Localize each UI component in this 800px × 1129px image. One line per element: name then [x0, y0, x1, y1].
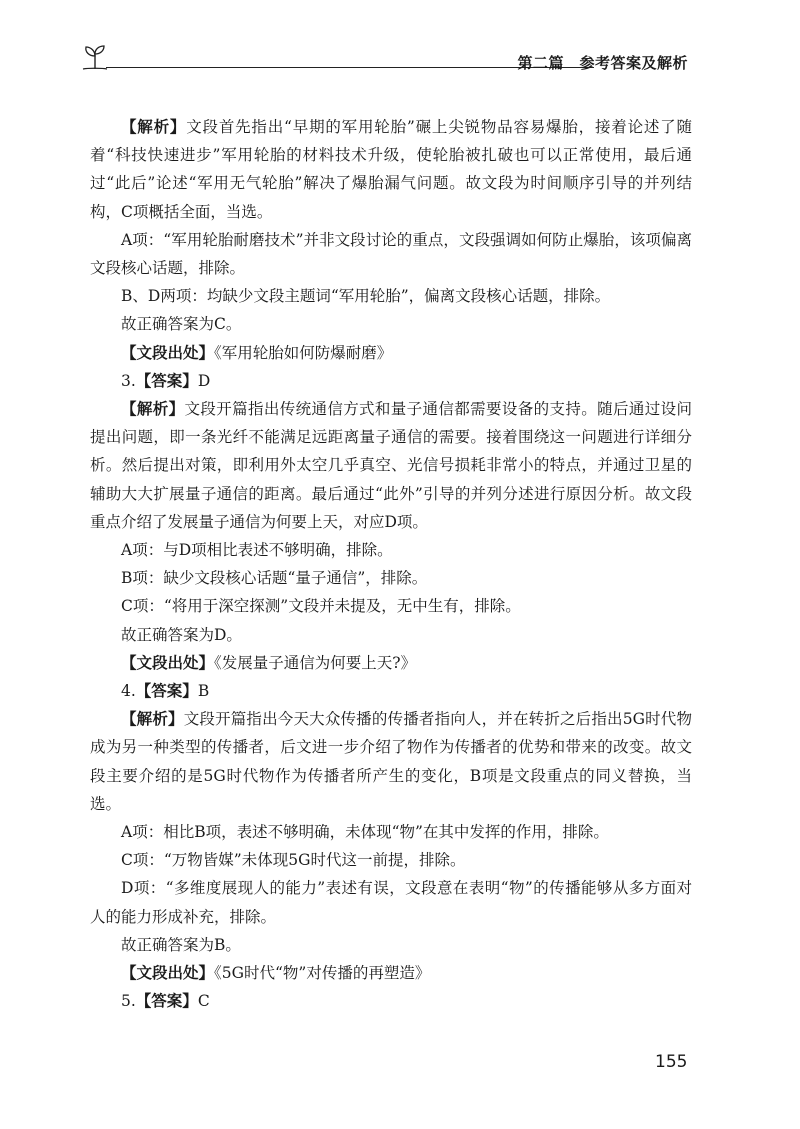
- paragraph-source: [90, 339, 692, 367]
- tag-analysis: 【解析】: [121, 118, 187, 136]
- section-title: 第二篇 参考答案及解析: [517, 54, 688, 72]
- paragraph-source: [90, 649, 692, 677]
- paragraph-analysis-q3: [90, 395, 692, 536]
- paragraph-option-b: B项：缺少文段核心话题“量子通信”，排除。: [121, 569, 428, 588]
- tag-source: 【文段出处】: [121, 343, 215, 362]
- page-number: 155: [655, 1052, 688, 1072]
- tag-analysis: 【解析】: [121, 710, 184, 729]
- paragraph-correct-answer: 故正确答案为C。: [121, 315, 242, 334]
- tag-analysis: 【解析】: [121, 400, 185, 419]
- paragraph-answer-q5: [90, 987, 692, 1015]
- paragraph-answer-q4: [90, 677, 692, 705]
- source-text: 《发展量子通信为何要上天?》: [214, 653, 417, 672]
- tag-answer: 【答案】: [135, 992, 198, 1011]
- tag-source: 【文段出处】: [121, 653, 215, 672]
- analysis-text: 文段开篇指出今天大众传播的传播者指向人，并在转折之后指出5G时代物成为另一种类型的传播者，后文进一步介绍了物作为传播者的优势和带来的改变。故文段主要介绍的是5G时代物作为传播者所产生的变化，B项是文段重点的同义替换，当选。: [90, 710, 692, 813]
- tag-source: 【文段出处】: [121, 964, 215, 983]
- answer-letter: C: [197, 992, 210, 1011]
- paragraph-option-a: A项：与D项相比表述不够明确，排除。: [121, 541, 393, 560]
- paragraph-answer-q3: [90, 367, 692, 395]
- answer-letter: B: [197, 682, 210, 701]
- paragraph-analysis-q2: [90, 113, 692, 226]
- paragraph-option-bd: B、D两项：均缺少文段主题词“军用轮胎”，偏离文段核心话题，排除。: [121, 287, 611, 306]
- analysis-text: 文段首先指出“早期的军用轮胎”碾上尖锐物品容易爆胎，接着论述了随着“科技快速进步”军用轮胎的材料技术升级，使轮胎被扎破也可以正常使用，最后通过“此后”论述“军用无气轮胎”解决了爆胎漏气问题。故文段为时间顺序引导的并列结构，C项概括全面，当选。: [90, 118, 692, 221]
- paragraph-option-a: A项：“军用轮胎耐磨技术”并非文段讨论的重点，文段强调如何防止爆胎，该项偏离文段核心话题，排除。: [90, 230, 692, 278]
- source-text: 《军用轮胎如何防爆耐磨》: [214, 343, 393, 362]
- source-text: 《5G时代“物”对传播的再塑造》: [214, 964, 431, 983]
- paragraph-option-c: C项：“万物皆媒”未体现5G时代这一前提，排除。: [121, 851, 466, 870]
- tag-answer: 【答案】: [135, 371, 198, 390]
- paragraph-correct-answer: 故正确答案为B。: [121, 935, 241, 954]
- answer-content: [90, 113, 692, 1016]
- paragraph-source: [90, 959, 692, 987]
- question-number: 3.: [121, 371, 136, 390]
- paragraph-option-a: A项：相比B项，表述不够明确，未体现“物”在其中发挥的作用，排除。: [121, 823, 609, 842]
- paragraph-option-c: C项：“将用于深空探测”文段并未提及，无中生有，排除。: [121, 597, 521, 616]
- page-header: [80, 40, 700, 80]
- question-number: 4.: [121, 682, 136, 701]
- question-number: 5.: [121, 992, 136, 1011]
- answer-letter: D: [197, 371, 211, 390]
- paragraph-analysis-q4: [90, 705, 692, 818]
- tag-answer: 【答案】: [135, 682, 198, 701]
- analysis-text: 文段开篇指出传统通信方式和量子通信都需要设备的支持。随后通过设问提出问题，即一条光纤不能满足远距离量子通信的需要。接着围绕这一问题进行详细分析。然后提出对策，即利用外太空几乎真空、光信号损耗非常小的特点，并通过卫星的辅助大大扩展量子通信的距离。最后通过“此外”引导的并列分述进行原因分析。故文段重点介绍了发展量子通信为何要上天，对应D项。: [90, 400, 692, 531]
- paragraph-correct-answer: 故正确答案为D。: [121, 625, 242, 644]
- paragraph-option-d: D项：“多维度展现人的能力”表述有误，文段意在表明“物”的传播能够从多方面对人的能力形成补充，排除。: [90, 879, 692, 926]
